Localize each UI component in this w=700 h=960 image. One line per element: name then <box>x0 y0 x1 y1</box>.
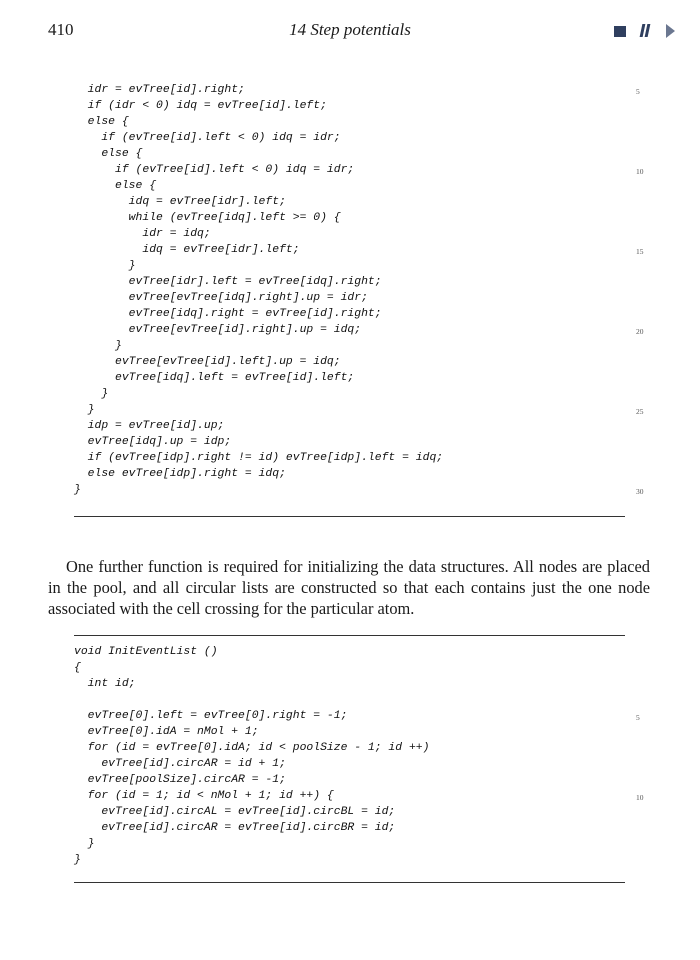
code-text: if (evTree[idp].right != id) evTree[idp].left = idq; <box>74 452 444 464</box>
code-line <box>74 210 654 226</box>
line-number: 25 <box>636 407 644 416</box>
code-line <box>74 146 654 162</box>
code-line <box>74 852 654 868</box>
code-text: } <box>74 854 81 866</box>
code-line <box>74 290 654 306</box>
code-text: if (idr < 0) idq = evTree[id].left; <box>74 100 327 112</box>
code-text: evTree[idq].left = evTree[id].left; <box>74 372 355 384</box>
code-text: } <box>74 484 81 496</box>
code-listing-bottom <box>74 644 654 868</box>
code-line <box>74 178 654 194</box>
code-line <box>74 370 654 386</box>
code-line <box>74 772 654 788</box>
code-rule-top <box>74 635 625 636</box>
code-listing-top <box>74 82 654 498</box>
code-text: evTree[poolSize].circAR = -1; <box>74 774 286 786</box>
code-text: evTree[idq].up = idp; <box>74 436 232 448</box>
code-text: evTree[id].circAR = evTree[id].circBR = id; <box>74 822 396 834</box>
code-text: } <box>74 260 136 272</box>
code-text: } <box>74 388 109 400</box>
code-line <box>74 820 654 836</box>
code-text: { <box>74 662 81 674</box>
line-number: 10 <box>636 793 644 802</box>
page-header <box>0 20 700 44</box>
code-line <box>74 450 654 466</box>
code-line <box>74 418 654 434</box>
pause-icon[interactable] <box>640 24 650 37</box>
code-text: idr = evTree[id].right; <box>74 84 245 96</box>
code-text: else { <box>74 116 129 128</box>
code-line <box>74 258 654 274</box>
code-text: evTree[id].circAR = id + 1; <box>74 758 286 770</box>
code-line <box>74 466 654 482</box>
code-line <box>74 482 654 498</box>
page-number: 410 <box>48 20 74 39</box>
code-text: void InitEventList () <box>74 646 218 658</box>
running-head: 14 Step potentials <box>289 20 411 39</box>
code-line <box>74 274 654 290</box>
line-number: 10 <box>636 167 644 176</box>
code-line <box>74 226 654 242</box>
line-number: 5 <box>636 87 640 96</box>
code-line <box>74 162 654 178</box>
code-line <box>74 98 654 114</box>
code-text: int id; <box>74 678 136 690</box>
page-navigation <box>614 24 678 38</box>
code-line <box>74 740 654 756</box>
code-line <box>74 402 654 418</box>
code-text: evTree[evTree[id].left].up = idq; <box>74 356 341 368</box>
code-line <box>74 242 654 258</box>
code-text: idp = evTree[id].up; <box>74 420 225 432</box>
line-number: 30 <box>636 487 644 496</box>
code-text: else { <box>74 180 157 192</box>
code-line <box>74 836 654 852</box>
code-text: evTree[0].left = evTree[0].right = -1; <box>74 710 348 722</box>
code-line <box>74 338 654 354</box>
code-text: if (evTree[id].left < 0) idq = idr; <box>74 164 355 176</box>
code-text: idq = evTree[idr].left; <box>74 196 286 208</box>
code-line <box>74 354 654 370</box>
code-rule-end <box>74 882 625 883</box>
code-rule-bottom <box>74 516 625 517</box>
next-page-icon[interactable] <box>666 24 675 38</box>
code-text: else { <box>74 148 143 160</box>
code-text: else evTree[idp].right = idq; <box>74 468 286 480</box>
code-text: } <box>74 404 95 416</box>
code-line <box>74 130 654 146</box>
code-text: evTree[evTree[idq].right].up = idr; <box>74 292 368 304</box>
code-line <box>74 676 654 692</box>
line-number: 5 <box>636 713 640 722</box>
body-paragraph: One further function is required for initializing the data structures. All nodes are placed in the pool, and all circular lists are constructed so that each contains just the one node associated with the cell crossing for the particular atom. <box>48 557 650 619</box>
code-line <box>74 194 654 210</box>
code-line <box>74 708 654 724</box>
code-text: for (id = evTree[0].idA; id < poolSize - 1; id ++) <box>74 742 430 754</box>
code-text: idq = evTree[idr].left; <box>74 244 300 256</box>
code-text: while (evTree[idq].left >= 0) { <box>74 212 341 224</box>
code-text: for (id = 1; id < nMol + 1; id ++) { <box>74 790 334 802</box>
code-line <box>74 114 654 130</box>
first-page-icon[interactable] <box>614 26 626 37</box>
code-text: evTree[idr].left = evTree[idq].right; <box>74 276 382 288</box>
code-line <box>74 724 654 740</box>
code-text: if (evTree[id].left < 0) idq = idr; <box>74 132 341 144</box>
code-line <box>74 804 654 820</box>
code-text: } <box>74 340 122 352</box>
code-line <box>74 788 654 804</box>
code-line <box>74 322 654 338</box>
code-line <box>74 660 654 676</box>
code-line <box>74 644 654 660</box>
line-number: 20 <box>636 327 644 336</box>
code-line <box>74 434 654 450</box>
code-line <box>74 82 654 98</box>
line-number: 15 <box>636 247 644 256</box>
code-line <box>74 306 654 322</box>
code-text: evTree[0].idA = nMol + 1; <box>74 726 259 738</box>
code-text: evTree[idq].right = evTree[id].right; <box>74 308 382 320</box>
code-line <box>74 386 654 402</box>
code-text: evTree[id].circAL = evTree[id].circBL = id; <box>74 806 396 818</box>
code-line <box>74 756 654 772</box>
code-line <box>74 692 654 708</box>
code-text: } <box>74 838 95 850</box>
code-text: idr = idq; <box>74 228 211 240</box>
code-text: evTree[evTree[id].right].up = idq; <box>74 324 362 336</box>
